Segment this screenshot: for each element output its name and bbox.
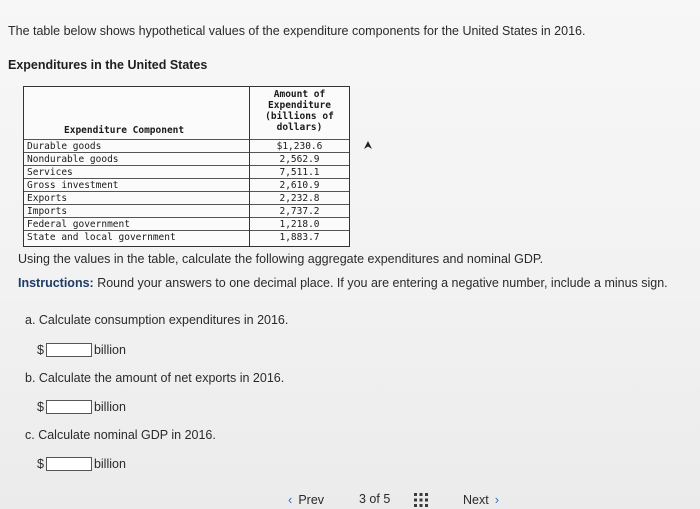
answer-row-a — [37, 343, 126, 357]
chevron-left-icon: ‹ — [288, 492, 293, 507]
table-header-component: Expenditure Component — [64, 125, 185, 136]
table-cell-amount: $1,230.6 — [250, 139, 349, 152]
intro-text: The table below shows hypothetical values of the expenditure components for the United States in 2016. — [8, 24, 586, 38]
answer-row-b — [37, 400, 126, 414]
table-cell-component: Federal government — [24, 217, 249, 230]
expenditure-table — [23, 86, 350, 247]
table-cell-component: Durable goods — [24, 139, 249, 152]
table-cell-amount: 1,218.0 — [250, 217, 349, 230]
currency-symbol: $ — [37, 343, 44, 357]
next-label: Next — [463, 492, 489, 507]
instructions-text: Round your answers to one decimal place. If you are entering a negative number, include a minus sign. — [97, 276, 668, 290]
prev-button[interactable] — [288, 492, 324, 507]
unit-label: billion — [93, 400, 126, 414]
table-column-amount — [250, 87, 349, 246]
unit-label: billion — [93, 457, 126, 471]
net-exports-answer-input[interactable] — [46, 400, 92, 414]
unit-label: billion — [93, 343, 126, 357]
table-cell-amount: 2,562.9 — [250, 152, 349, 165]
question-c: c. Calculate nominal GDP in 2016. — [25, 428, 216, 442]
table-column-component — [24, 87, 250, 246]
prev-label: Prev — [298, 492, 325, 507]
nominal-gdp-answer-input[interactable] — [46, 457, 92, 471]
table-cell-component: Gross investment — [24, 178, 249, 191]
page-indicator: 3 of 5 — [359, 492, 391, 506]
table-header-amount: Amount of Expenditure (billions of dollars) — [265, 89, 334, 133]
consumption-answer-input[interactable] — [46, 343, 92, 357]
table-cell-amount: 1,883.7 — [250, 230, 349, 243]
table-cell-component: Nondurable goods — [24, 152, 249, 165]
section-title: Expenditures in the United States — [8, 58, 208, 72]
currency-symbol: $ — [37, 400, 44, 414]
table-cell-amount: 2,232.8 — [250, 191, 349, 204]
table-cell-component: Imports — [24, 204, 249, 217]
instructions-label: Instructions: — [18, 276, 94, 290]
table-cell-amount: 7,511.1 — [250, 165, 349, 178]
table-cell-component: Services — [24, 165, 249, 178]
answer-row-c — [37, 457, 126, 471]
question-a: a. Calculate consumption expenditures in 2016. — [25, 313, 289, 327]
chevron-right-icon: › — [494, 492, 500, 507]
table-cell-component: Exports — [24, 191, 249, 204]
next-button[interactable] — [463, 492, 499, 507]
cursor-icon — [362, 139, 374, 151]
currency-symbol: $ — [37, 457, 44, 471]
grid-icon[interactable] — [414, 493, 428, 507]
table-cell-amount: 2,610.9 — [250, 178, 349, 191]
table-cell-component: State and local government — [24, 230, 249, 243]
table-cell-amount: 2,737.2 — [250, 204, 349, 217]
question-b: b. Calculate the amount of net exports in 2016. — [25, 371, 285, 385]
prompt-text: Using the values in the table, calculate the following aggregate expenditures and nominal GDP. — [18, 252, 544, 266]
instructions — [18, 276, 668, 290]
